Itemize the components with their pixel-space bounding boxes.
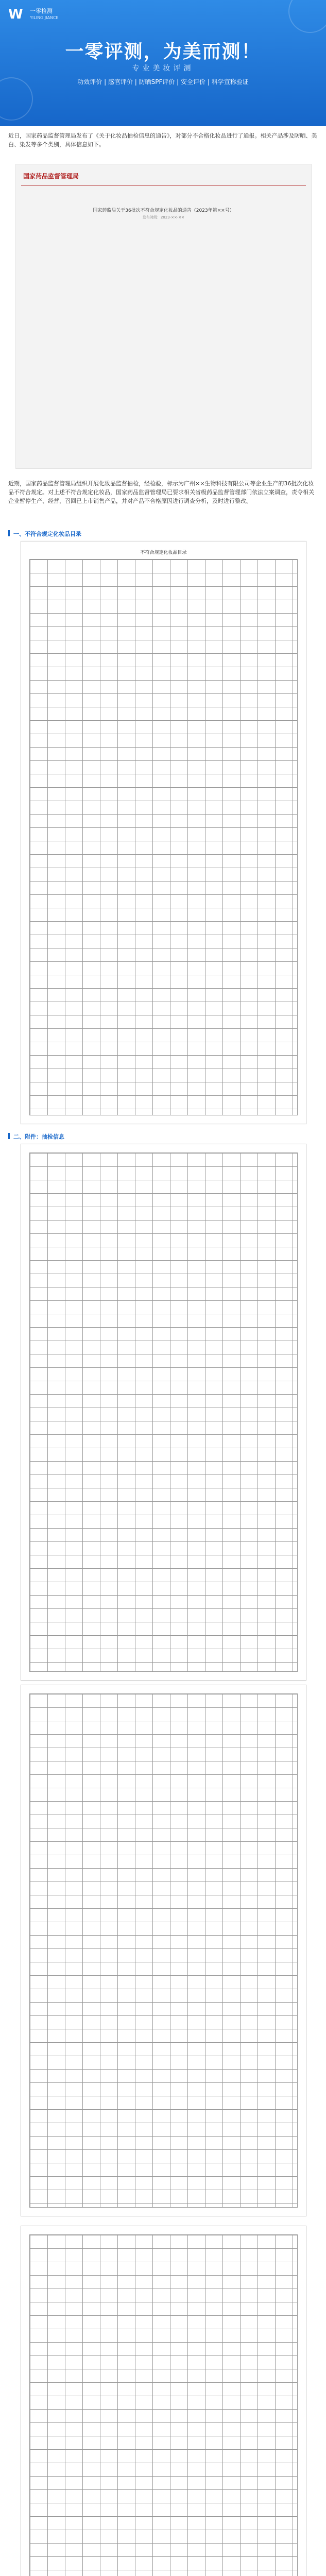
section-header: [8, 528, 317, 538]
body-text: 近期，国家药品监督管理局组织开展化妆品监督抽检，经检验，标示为广州××生物科技有限公司等企业生产的36批次化妆品不符合规定。对上述不符合规定化妆品，国家药品监督管理局已要求相关省级药品监督管理部门依法立案调查，责令相关企业暂停生产、经营，召回已上市销售产品，并对产品不合格原因进行调查分析，及时进行整改。: [8, 480, 314, 504]
brand-logo-icon: W: [8, 7, 23, 22]
section-header: [8, 1131, 317, 1141]
brand-name: 一零检测: [30, 8, 53, 14]
table-grid: [29, 1153, 298, 1672]
banner-tags: 功效评价 | 感官评价 | 防晒SPF评价 | 安全评价 | 科学宣称验证: [77, 78, 249, 86]
table-grid: [29, 559, 298, 1115]
agency-name: 国家药品监督管理局: [23, 173, 79, 180]
sheet-title: 不符合规定化妆品目录: [140, 550, 187, 555]
publish-date: 发布时间：2023-××-××: [142, 215, 185, 219]
banner-headline: 一零评测，为美而测！: [65, 41, 261, 62]
document-title: 国家药监局关于36批次不符合规定化妆品的通告（2023年第××号）: [93, 208, 234, 213]
header-banner: [0, 0, 326, 126]
section-title: 二、附件：抽检信息: [13, 1133, 64, 1140]
table-grid: [29, 2234, 298, 2576]
brand-subname: YILING JIANCE: [30, 15, 59, 20]
banner-subhead: 专业美妆评测: [132, 64, 194, 73]
section-title: 一、不符合规定化妆品目录: [13, 531, 81, 537]
intro-text: 近日，国家药品监督管理局发布了《关于化妆品抽检信息的通告》，对部分不合格化妆品进行了通报。相关产品涉及防晒、美白、染发等多个类别，具体信息如下。: [8, 132, 317, 148]
document-preview: [15, 164, 312, 469]
decor-circle: [288, 0, 326, 33]
table-sheet: [21, 1685, 306, 2216]
section-marker: [8, 1133, 10, 1139]
section-marker: [8, 530, 10, 536]
table-sheet: [21, 2226, 306, 2576]
table-sheet: [21, 541, 306, 1124]
table-grid: [29, 1693, 298, 2208]
table-sheet: [21, 1144, 306, 1681]
